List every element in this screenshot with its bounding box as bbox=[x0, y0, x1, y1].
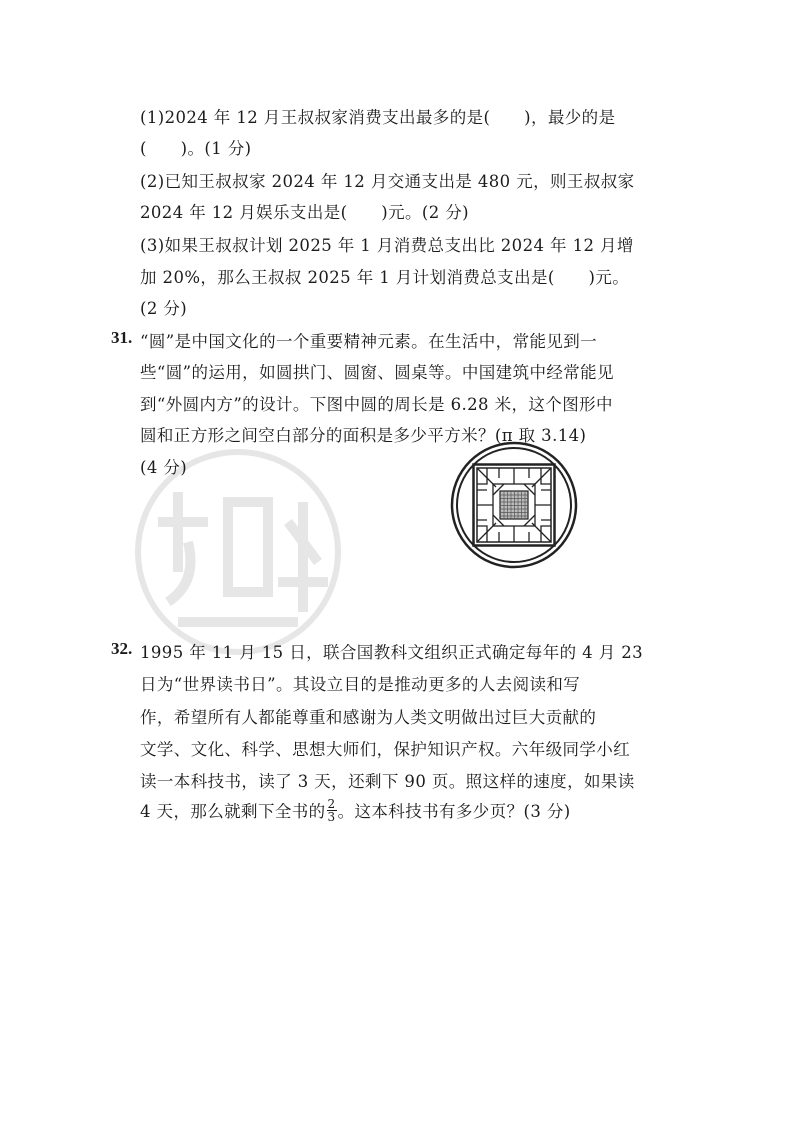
fraction-two-thirds bbox=[327, 798, 337, 823]
q30-part1-line2: ( )。(1 分) bbox=[140, 139, 252, 158]
q31-number: 31. bbox=[111, 328, 133, 347]
q30-part1-line1: (1)2024 年 12 月王叔叔家消费支出最多的是( )，最少的是 bbox=[140, 108, 616, 127]
circle-square-lattice-figure bbox=[449, 440, 579, 570]
q32-last-line bbox=[140, 798, 571, 825]
q32-number: 32. bbox=[111, 639, 133, 658]
q32-last-line-before: 4 天，那么就剩下全书的 bbox=[140, 802, 326, 821]
fraction-denominator: 3 bbox=[327, 810, 336, 824]
q32-line: 读一本科技书，读了 3 天，还剩下 90 页。照这样的速度，如果读 bbox=[140, 772, 635, 791]
q31-line: 些“圆”的运用，如圆拱门、圆窗、圆桌等。中国建筑中经常能见 bbox=[140, 363, 614, 382]
q32-line: 1995 年 11 月 15 日，联合国教科文组织正式确定每年的 4 月 23 bbox=[140, 643, 644, 662]
q31-line: 圆和正方形之间空白部分的面积是多少平方米？(π 取 3.14) bbox=[140, 426, 587, 445]
q32-line: 作，希望所有人都能尊重和感谢为人类文明做出过巨大贡献的 bbox=[140, 708, 597, 727]
q31-line: 到“外圆内方”的设计。下图中圆的周长是 6.28 米，这个图形中 bbox=[140, 395, 613, 414]
q32-last-line-after: 。这本科技书有多少页？(3 分) bbox=[337, 802, 571, 821]
q31-line: (4 分) bbox=[140, 458, 188, 477]
q32-line: 文学、文化、科学、思想大师们，保护知识产权。六年级同学小红 bbox=[140, 740, 631, 759]
q30-part3-line1: (3)如果王叔叔计划 2025 年 1 月消费总支出比 2024 年 12 月增 bbox=[140, 236, 634, 255]
q30-part3-line2: 加 20%，那么王叔叔 2025 年 1 月计划消费总支出是( )元。 bbox=[140, 268, 630, 287]
q30-part3-line3: (2 分) bbox=[140, 299, 188, 318]
q30-part2-line1: (2)已知王叔叔家 2024 年 12 月交通支出是 480 元，则王叔叔家 bbox=[140, 172, 635, 191]
fraction-numerator: 2 bbox=[327, 797, 336, 811]
q31-line: “圆”是中国文化的一个重要精神元素。在生活中，常能见到一 bbox=[140, 332, 598, 351]
q32-line: 日为“世界读书日”。其设立目的是推动更多的人去阅读和写 bbox=[140, 675, 581, 694]
q30-part2-line2: 2024 年 12 月娱乐支出是( )元。(2 分) bbox=[140, 203, 470, 222]
